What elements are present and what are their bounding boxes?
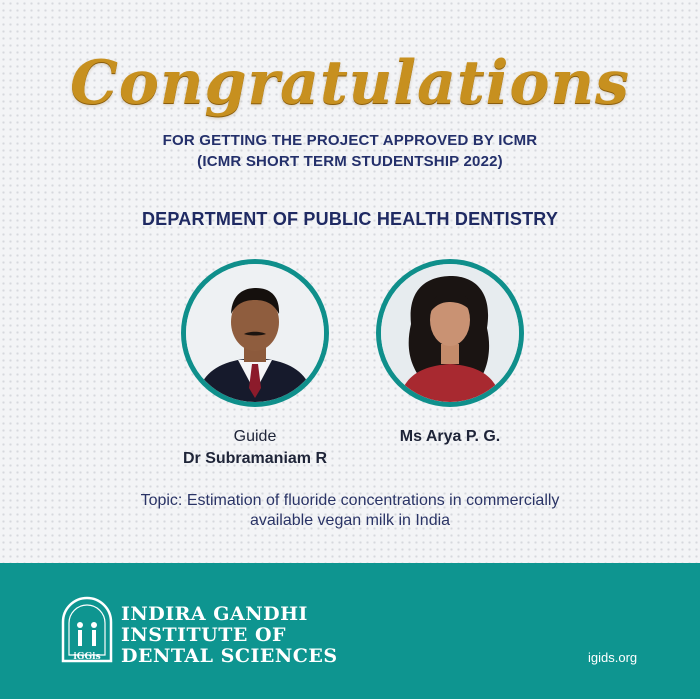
subtitle-line-2: (ICMR SHORT TERM STUDENTSHIP 2022) (197, 153, 503, 170)
topic-line-2: available vegan milk in India (249, 512, 451, 529)
institute-name-line-3: DENTAL SCIENCES (121, 645, 338, 667)
congratulations-heading: Congratulations (70, 48, 630, 118)
guide-role-label: Guide (233, 428, 277, 445)
guide-portrait (181, 259, 329, 407)
guide-name: Dr Subramaniam R (182, 450, 328, 467)
institute-name-line-1: INDIRA GANDHI (121, 603, 308, 625)
student-name: Ms Arya P. G. (399, 428, 501, 445)
logo-wordmark: iGGis (73, 652, 101, 662)
institute-logo (60, 595, 114, 665)
website-url: igids.org (588, 650, 638, 665)
student-portrait (376, 259, 524, 407)
institute-name-line-2: INSTITUTE OF (121, 624, 286, 646)
guide-photo-illustration (186, 264, 324, 402)
subtitle-line-1: FOR GETTING THE PROJECT APPROVED BY ICMR (162, 132, 538, 149)
topic-line-1: Topic: Estimation of fluoride concentrations in commercially (140, 492, 560, 509)
project-topic (80, 491, 620, 531)
department-title: DEPARTMENT OF PUBLIC HEALTH DENTISTRY (141, 209, 559, 229)
student-photo-illustration (381, 264, 519, 402)
